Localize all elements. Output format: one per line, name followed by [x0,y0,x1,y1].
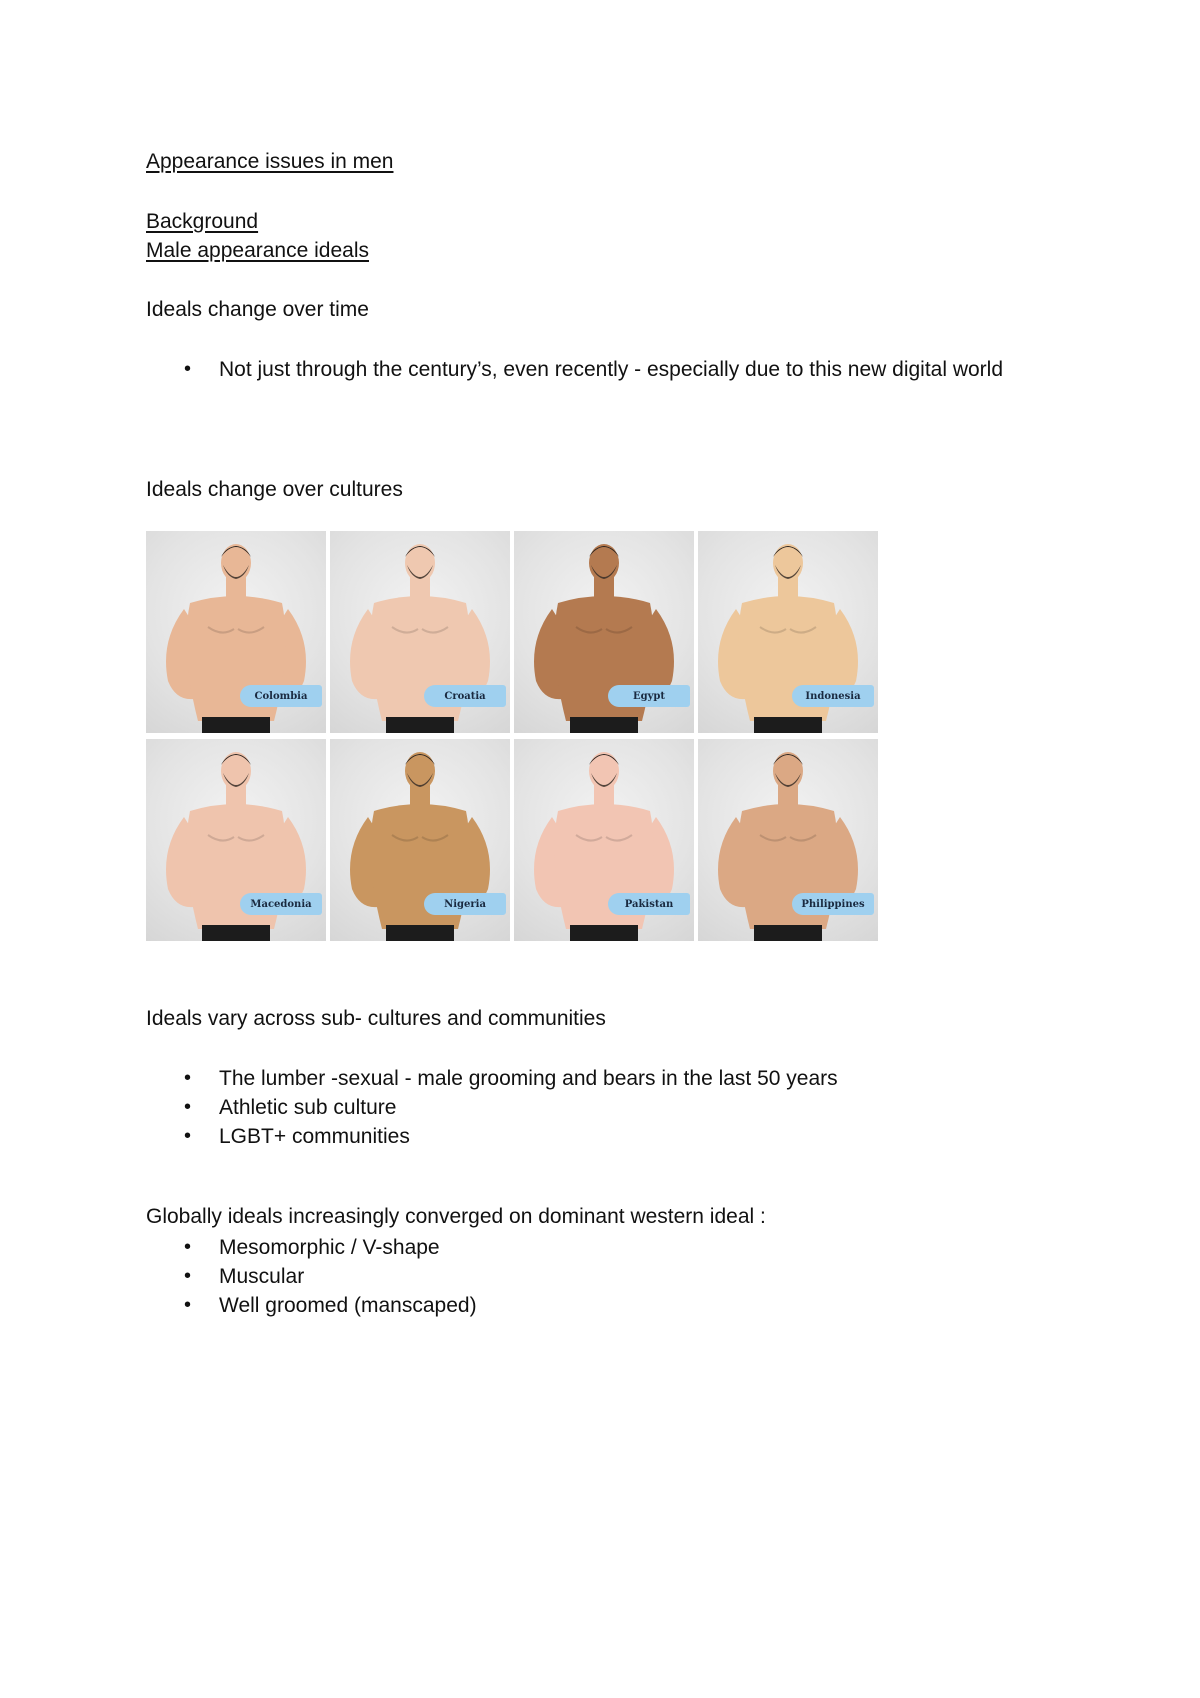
heading-male-appearance-ideals: Male appearance ideals [146,239,369,262]
list-item [146,1262,477,1291]
list-item [146,1233,477,1262]
culture-photo-grid [146,531,878,941]
time-bullet-list [146,355,1019,384]
heading-global-ideals: Globally ideals increasingly converged on dominant western ideal : [146,1205,766,1228]
heading-background: Background [146,210,259,233]
culture-photo [698,531,878,733]
culture-photo [698,739,878,941]
bullet-text: The lumber -sexual - male grooming and bears in the last 50 years [219,1067,838,1090]
culture-photo [514,531,694,733]
heading-ideals-over-cultures: Ideals change over cultures [146,478,403,501]
country-label: Colombia [240,685,322,707]
country-label: Nigeria [424,893,506,915]
global-bullet-list [146,1233,477,1320]
culture-photo [514,739,694,941]
bullet-icon: • [184,1125,192,1147]
country-label: Macedonia [240,893,322,915]
bullet-text: Mesomorphic / V-shape [219,1236,440,1259]
bullet-text: Athletic sub culture [219,1096,397,1119]
heading-ideals-over-time: Ideals change over time [146,298,369,321]
bullet-text: Muscular [219,1265,305,1288]
subculture-bullet-list [146,1064,838,1151]
bullet-icon: • [184,1067,192,1089]
list-item [146,1064,838,1093]
document-title: Appearance issues in men [146,150,394,173]
bullet-text: Well groomed (manscaped) [219,1294,477,1317]
bullet-icon: • [184,1265,192,1287]
culture-photo [330,739,510,941]
culture-photo [146,739,326,941]
culture-photo [146,531,326,733]
list-item [146,1122,838,1151]
list-item [146,1291,477,1320]
country-label: Indonesia [792,685,874,707]
bullet-icon: • [184,358,192,380]
bullet-icon: • [184,1236,192,1258]
bullet-icon: • [184,1096,192,1118]
bullet-icon: • [184,1294,192,1316]
country-label: Philippines [792,893,874,915]
culture-photo [330,531,510,733]
list-item [146,1093,838,1122]
bullet-text: Not just through the century’s, even recently - especially due to this new digital world [219,358,1004,381]
list-item [146,355,1019,384]
bullet-text: LGBT+ communities [219,1125,410,1148]
heading-ideals-subcultures: Ideals vary across sub- cultures and communities [146,1007,606,1030]
country-label: Egypt [608,685,690,707]
country-label: Pakistan [608,893,690,915]
country-label: Croatia [424,685,506,707]
